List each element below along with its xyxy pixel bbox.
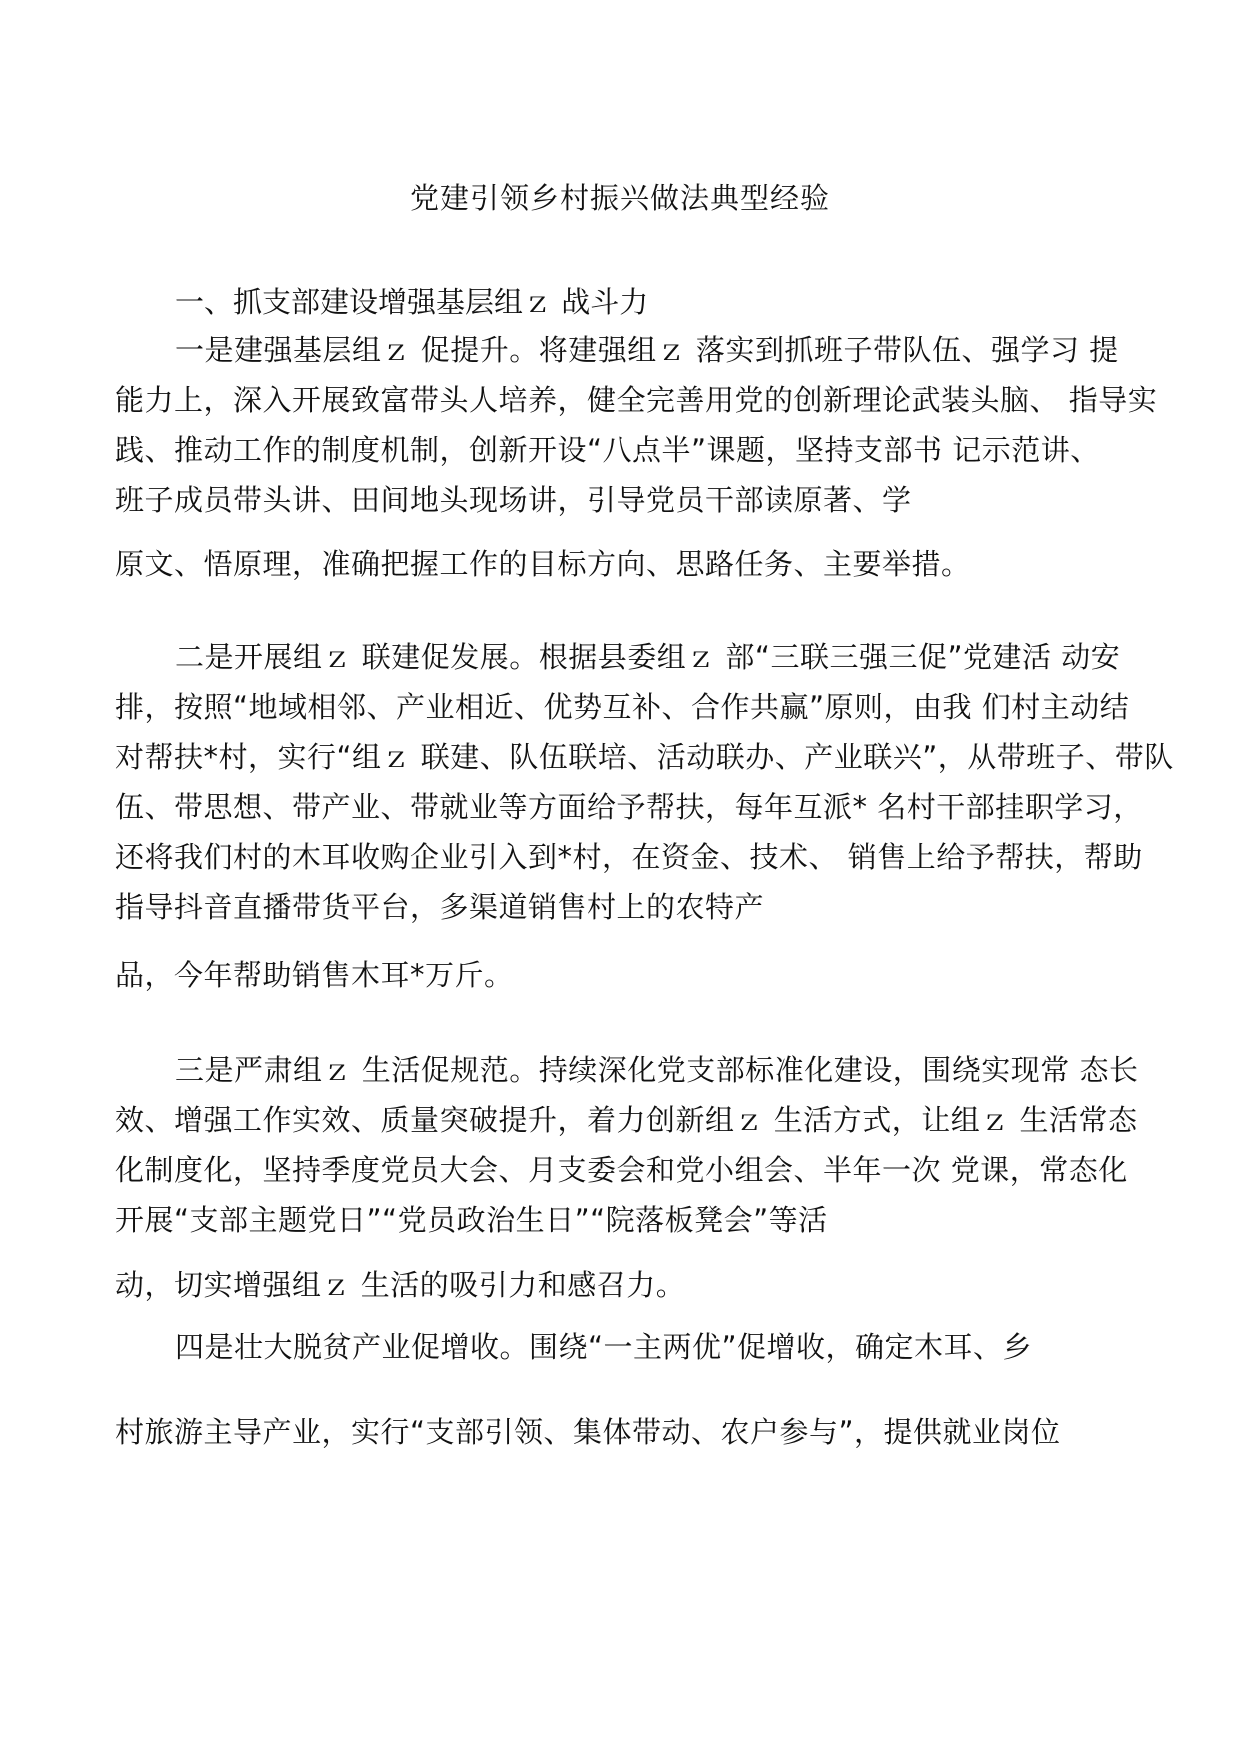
paragraph-2-line-4: 伍、带思想、带产业、带就业等方面给予帮扶，每年互派* 名村干部挂职学习， [115, 790, 1143, 824]
paragraph-2-line-6: 指导抖音直播带货平台，多渠道销售村上的农特产 [115, 890, 765, 924]
paragraph-3-line-1: 三是严肃组ｚ 生活促规范。持续深化党支部标准化建设，围绕实现常 态长 [175, 1053, 1139, 1087]
document-title: 党建引领乡村振兴做法典型经验 [409, 181, 830, 215]
paragraph-2-line-1: 二是开展组ｚ 联建促发展。根据县委组ｚ 部“三联三强三促”党建活 动安 [175, 640, 1121, 674]
paragraph-2-line-2: 排，按照“地域相邻、产业相近、优势互补、合作共赢”原则，由我 们村主动结 [115, 690, 1130, 724]
paragraph-1-line-1: 一是建强基层组ｚ 促提升。将建强组ｚ 落实到抓班子带队伍、强学习 提 [175, 333, 1119, 367]
paragraph-3-line-5: 动，切实增强组ｚ 生活的吸引力和感召力。 [115, 1268, 686, 1302]
paragraph-1-line-5: 原文、悟原理，准确把握工作的目标方向、思路任务、主要举措。 [115, 547, 971, 581]
paragraph-2-line-7: 品，今年帮助销售木耳*万斤。 [115, 958, 514, 992]
paragraph-3-line-3: 化制度化，坚持季度党员大会、月支委会和党小组会、半年一次 党课，常态化 [115, 1153, 1128, 1187]
paragraph-2-line-5: 还将我们村的木耳收购企业引入到*村，在资金、技术、 销售上给予帮扶，帮助 [115, 840, 1143, 874]
paragraph-4-line-2: 村旅游主导产业，实行“支部引领、集体带动、农户参与”，提供就业岗位 [115, 1415, 1061, 1449]
paragraph-1-line-4: 班子成员带头讲、田间地头现场讲，引导党员干部读原著、学 [115, 483, 912, 517]
section-heading: 一、抓支部建设增强基层组ｚ 战斗力 [175, 285, 649, 319]
paragraph-3-line-4: 开展“支部主题党日”“党员政治生日”“院落板凳会”等活 [115, 1203, 828, 1237]
paragraph-1-line-3: 践、推动工作的制度机制，创新开设“八点半”课题，坚持支部书 记示范讲、 [115, 433, 1100, 467]
paragraph-2-line-3: 对帮扶*村，实行“组ｚ 联建、队伍联培、活动联办、产业联兴”，从带班子、带队 [115, 740, 1174, 774]
paragraph-1-line-2: 能力上，深入开展致富带头人培养，健全完善用党的创新理论武装头脑、 指导实 [115, 383, 1158, 417]
paragraph-4-line-1: 四是壮大脱贫产业促增收。围绕“一主两优”促增收，确定木耳、乡 [175, 1330, 1033, 1364]
paragraph-3-line-2: 效、增强工作实效、质量突破提升，着力创新组ｚ 生活方式，让组ｚ 生活常态 [115, 1103, 1138, 1137]
